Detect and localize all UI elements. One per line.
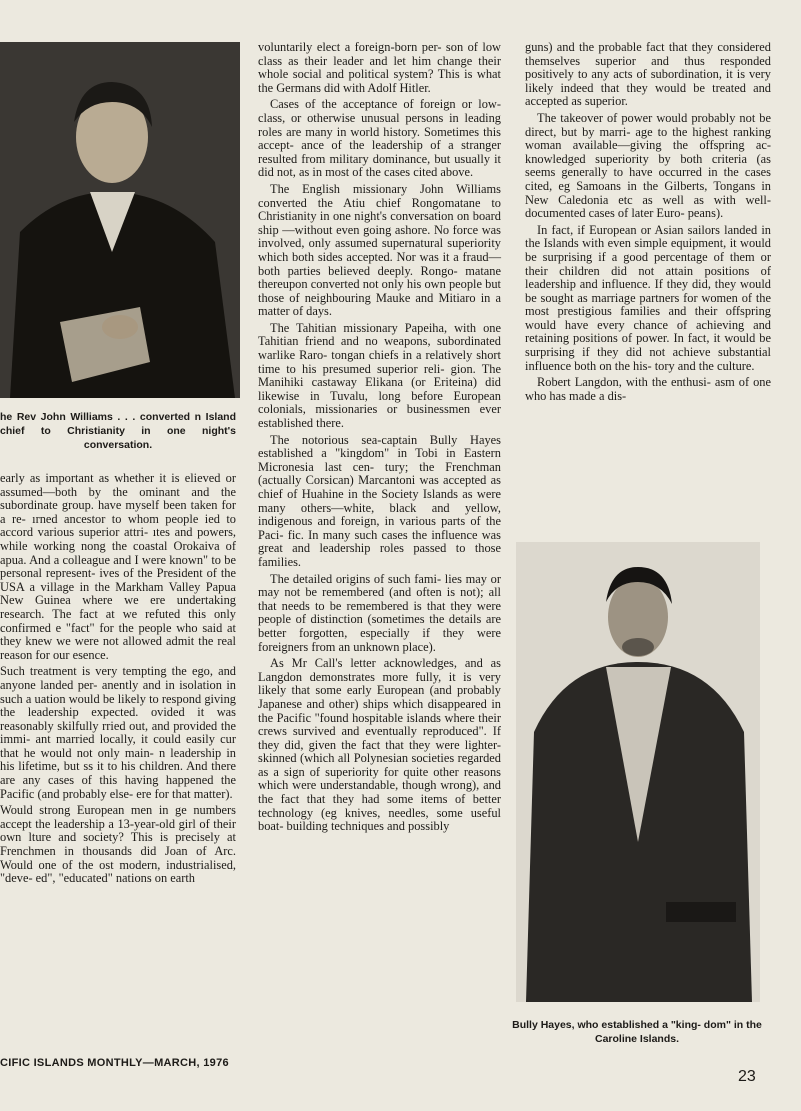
- right-text-column: [525, 41, 771, 406]
- paragraph: The Tahitian missionary Papeiha, with one Tahitian friend and no weapons, subordinated warlike Raro- tongan chiefs in a relatively short time to his presumed superior reli- gion. The Manihiki castaway Elikana (or Eriteina) did likewise in Tuvalu, long before European colonials, missionaries or businessmen ever established there.: [258, 320, 501, 431]
- bully-hayes-portrait-graphic: [516, 542, 760, 1002]
- john-williams-caption: he Rev John Williams . . . converted n Island chief to Christianity in one night's conversation.: [0, 411, 236, 451]
- paragraph: The takeover of power would probably not be direct, but by marri- age to the highest ranking woman available—giving the offspring ac- knowledged superiority by both criteria (as seems generally to have occurred in the cases cited, eg Samoans in the Gilberts, Tongans in New Caledonia etc as well as with well-documented cases of later Euro- peans).: [525, 110, 771, 221]
- bully-hayes-caption: Bully Hayes, who established a "king- dom" in the Caroline Islands.: [512, 1019, 762, 1045]
- paragraph: Robert Langdon, with the enthusi- asm of one who has made a dis-: [525, 375, 771, 403]
- paragraph: Such treatment is very tempting the ego, and anyone landed per- anently and in isolation in such a uation would be likely to respond giving the leadership expected. ovided it was reasonably skilfully rried out, and provided the immi- ant married locally, it could easily cur that he would not only main- n leadership in his lifetime, but ss it to his children. And there are any cases of this having happened the Pacific (and probably else- ere for that matter).: [0, 664, 236, 801]
- paragraph: voluntarily elect a foreign-born per- son of low class as their leader and let him change their whole social and political system? This is what the Germans did with Adolf Hitler.: [258, 40, 501, 95]
- paragraph: As Mr Call's letter acknowledges, and as Langdon demonstrates more fully, it is very likely that some early European (and probably Japanese and other) ships which disappeared in the Pacific "found hospitable islands where their crews survived and eventually reproduced". If they did, given the fact that they were lighter-skinned (which all Polynesian societies regarded as a sign of superiority for quite other reasons which were understandable, though wrong), and the fact that they had some items of better technology (eg knives, needles, some useful boat- building techniques and possibly: [258, 656, 501, 834]
- paragraph: Would strong European men in ge numbers accept the leadership a 13-year-old girl of their own lture and society? This is precisely at Frenchmen in thousands did Joan of Arc. Would one of the ost modern, industrialised, "deve- ed", "educated" nations on earth: [0, 803, 236, 886]
- paragraph: early as important as whether it is elieved or assumed—both by the ominant and the subordinate group. have myself been taken for a re- ırned ancestor to whom people ied to accord various superior attri- ıtes and powers, while working nong the coastal Orokaiva of apua. And a colleague and I were known" to be personal represent- ives of the President of the USA a village in the Markham Valley Papua New Guinea where we ere undertaking research. The fact at we refuted this only confirmed e "fact" for the people who said at they knew we were not allowed admit the real reason for our esence.: [0, 471, 236, 662]
- left-text-column: [0, 472, 236, 889]
- paragraph: guns) and the probable fact that they considered themselves superior and thus responded positively to any acts of subordination, it is very likely indeed that they would be treated and accepted as superior.: [525, 40, 771, 109]
- john-williams-portrait-graphic: [0, 42, 240, 398]
- bully-hayes-photo: [516, 542, 760, 1002]
- paragraph: In fact, if European or Asian sailors landed in the Islands with even simple equipment, it would be surprising if a good percentage of them or their children did not attain positions of leadership and influence. If they did, they would be sought as marriage partners for women of the most prestigious families and their offspring would have every chance of achieving and retaining positions of power. In fact, it would be surprising if they did not achieve substantial influence both on the his- tory and the culture.: [525, 222, 771, 373]
- john-williams-photo: [0, 42, 240, 398]
- paragraph: Cases of the acceptance of foreign or low-class, or otherwise unusual persons in leading roles are many in world history. Sometimes this accept- ance of the leadership of a stranger resulted from military dominance, but usually it did not, as in most of the cases cited above.: [258, 97, 501, 180]
- publication-footer: CIFIC ISLANDS MONTHLY—MARCH, 1976: [0, 1057, 229, 1069]
- paragraph: The detailed origins of such fami- lies may or may not be remembered (and often is not); all that needs to be remembered is that they were people of distinction (sometimes the details are better forgotten, especially if they were foreigners from an unknown place).: [258, 571, 501, 654]
- paragraph: The notorious sea-captain Bully Hayes established a "kingdom" in Tobi in Eastern Micronesia last cen- tury; the Frenchman (actually Corsican) Marcantoni was accepted as chief of Huahine in the Society Islands as were many others—white, black and yellow, indigenous and foreign, in various parts of the Paci- fic. In many such cases the influence was great and leadership roles passed to those families.: [258, 432, 501, 569]
- middle-text-column: [258, 41, 501, 837]
- paragraph: The English missionary John Williams converted the Atiu chief Rongomatane to Christianity in one night's conversation on board ship —without even going ashore. No force was involved, only assumed supernatural superiority which both sides accepted. Nor was it a fraud— both parties believed deeply. Rongo- matane thereupon converted not only his own people but those of neighbouring Mauke and Mitiaro in a matter of days.: [258, 181, 501, 319]
- page-number: 23: [738, 1068, 756, 1085]
